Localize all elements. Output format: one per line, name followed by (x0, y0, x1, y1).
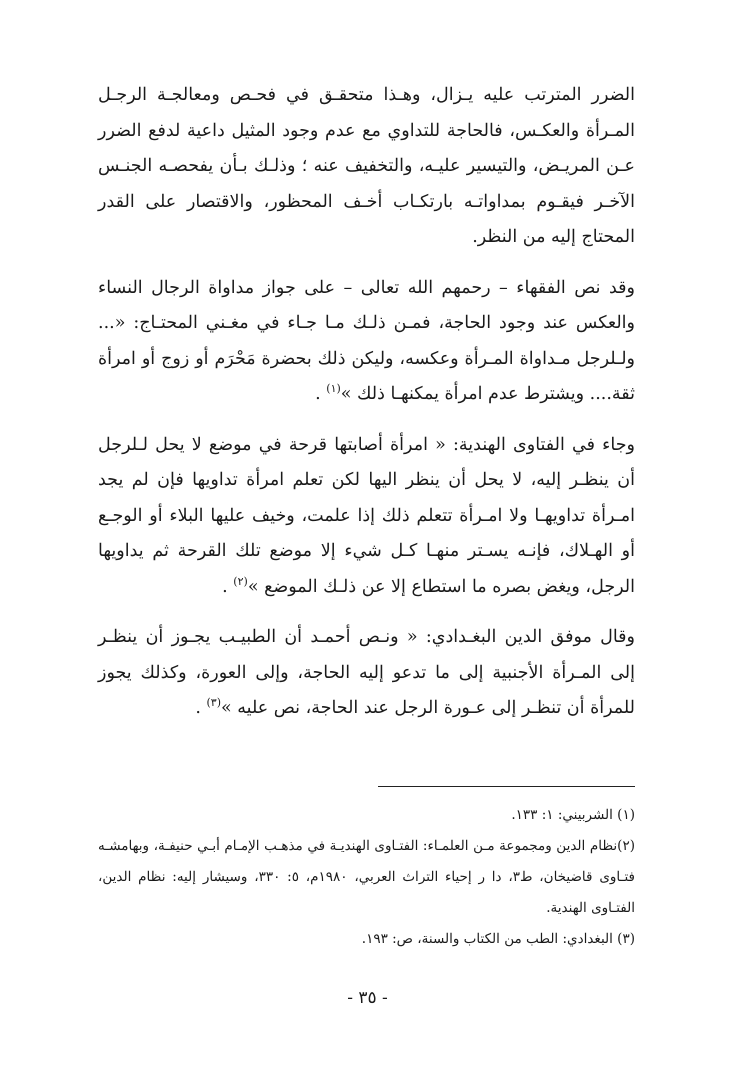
paragraph-3 (98, 428, 635, 606)
footnote-3: (٣) البغدادي: الطب من الكتاب والسنة، ص: ١٩٣. (361, 931, 635, 947)
footnote-ref-2[interactable]: (٢) (233, 574, 248, 588)
footnotes (98, 800, 635, 955)
paragraph-2-tail: . (315, 384, 327, 404)
footnote-2: (٢)نظام الدين ومجموعة مـن العلمـاء: الفتـاوى الهنديـة في مذهـب الإمـام أبـي حنيفـة، وبهامشـه فتـاوى قاضيخان، ط٣، دا ر إحياء التراث العربي، ١٩٨٠م، ٥: ٣٣٠، وسيشار إليه: نظام الدين، الفتـاوى الهندية. (98, 838, 635, 916)
footnote-ref-1[interactable]: (١) (326, 382, 341, 396)
paragraph-4 (98, 620, 635, 727)
paragraph-2-text: وقد نص الفقهاء – رحمهم الله تعالى – على جواز مداواة الرجال النساء والعكس عند وجود الحاجة، فمـن ذلـك مـا جـاء في مغـني المحتـاج: «... ولـلرجل مـداواة المـرأة وعكسه، وليكن ذلك بحضرة مَحْرَم أو زوج أو امرأة ثقة.... ويشترط عدم امرأة يمكنهـا ذلك » (98, 277, 635, 404)
page-number: - ٣٥ - (347, 988, 388, 1008)
paragraph-1-text: الضرر المترتب عليه يـزال، وهـذا متحقـق في فحـص ومعالجـة الرجـل المـرأة والعكـس، فالحاجة للتداوي مع عدم وجود المثيل داعية لدفع الضرر عـن المريـض، والتيسير عليـه، والتخفيف عنه ؛ وذلـك بـأن يفحصـه الجنـس الآخـر فيقـوم بمداواتـه بارتكـاب أخـف المحظور، والاقتصار على القدر المحتاج إليه من النظر. (98, 85, 635, 247)
paragraph-4-tail: . (195, 698, 207, 718)
paragraph-3-tail: . (222, 576, 234, 597)
paragraph-3-text: وجاء في الفتاوى الهندية: « امرأة أصابتها قرحة في موضع لا يحل لـلرجل أن ينظـر إليه، لا يحل أن ينظر اليها لكن تعلم امرأة تداويها فإن لم يجد امـرأة تداويهـا ولا امـرأة تتعلم ذلك إذا علمت، وخيف عليها البلاء أو الوجـع أو الهـلاك، فإنـه يسـتر منهـا كـل شيء إلا موضع تلك القرحة ثم يداويها الرجل، ويغض بصره ما استطاع إلا عن ذلـك الموضع » (98, 434, 635, 597)
footnote-ref-3[interactable]: (٣) (206, 696, 222, 710)
footnote-1: (١) الشربيني: ١: ١٣٣. (511, 807, 635, 823)
paragraph-1 (98, 78, 635, 256)
paragraph-4-text: وقال موفق الدين البغـدادي: « ونـص أحمـد أن الطبيـب يجـوز أن ينظـر إلى المـرأة الأجنبية إلى ما تدعو إليه الحاجة، وإلى العورة، وكذلك يجوز للمرأة أن تنظـر إلى عـورة الرجل عند الحاجة، نص عليه » (98, 627, 635, 718)
paragraph-2 (98, 271, 635, 413)
footnote-separator (378, 786, 635, 787)
main-text (98, 78, 635, 727)
